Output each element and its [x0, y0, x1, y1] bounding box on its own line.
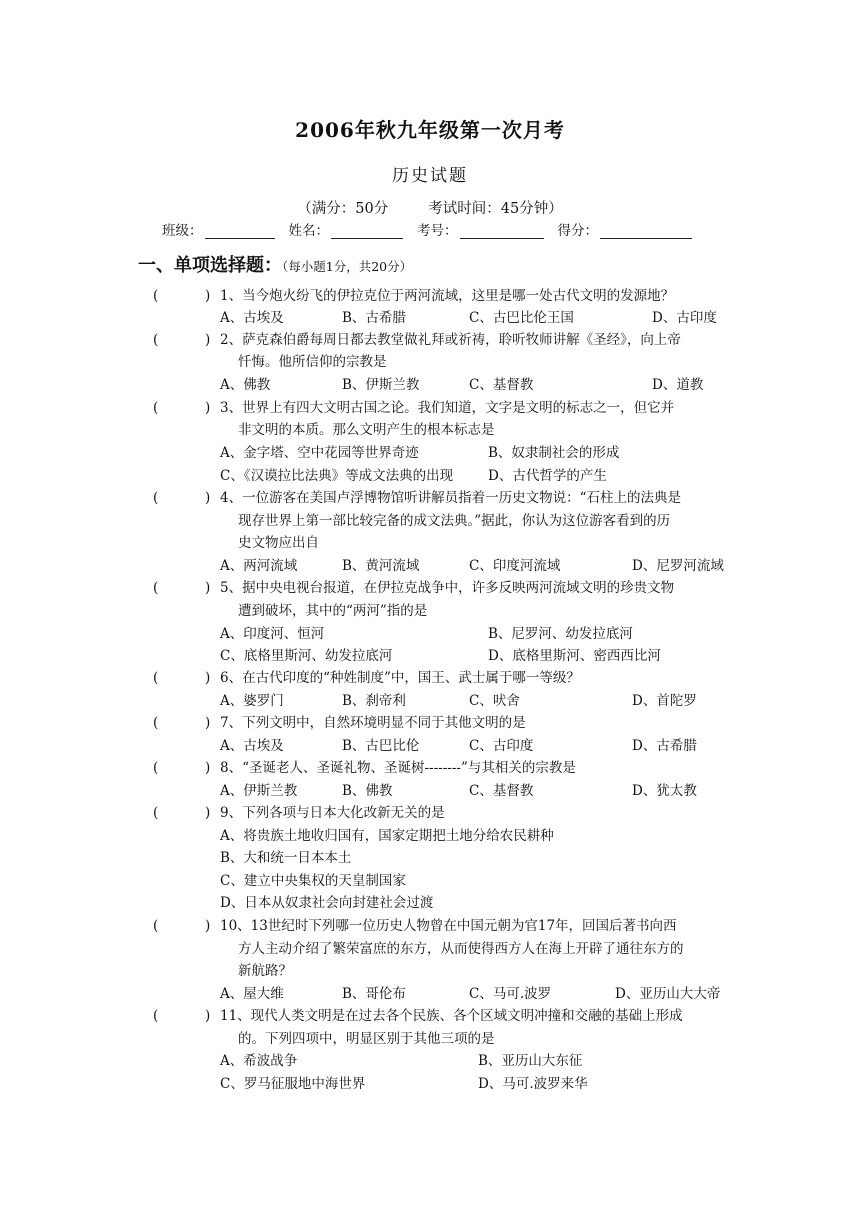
option-b: B、古希腊 [342, 310, 406, 326]
answer-paren-close: ) [205, 715, 211, 731]
answer-paren-close: ) [205, 490, 211, 506]
option-c: C、古巴比伦王国 [469, 310, 574, 326]
answer-paren-close: ) [205, 760, 211, 776]
option-a: A、古埃及 [220, 738, 284, 754]
question-text-cont: 方人主动介绍了繁荣富庶的东方，从而使得西方人在海上开辟了通往东方的 [238, 941, 684, 957]
question-text: 3、世界上有四大文明古国之论。我们知道，文字是文明的标志之一，但它并 [220, 400, 675, 416]
question-text-cont: 新航路？ [238, 963, 292, 979]
option-c: C、吠舍 [469, 693, 520, 709]
class-blank[interactable] [205, 224, 275, 239]
option-b: B、奴隶制社会的形成 [488, 445, 620, 461]
option-a: A、婆罗门 [220, 693, 284, 709]
answer-paren-close: ) [205, 918, 211, 934]
option-d: D、首陀罗 [632, 693, 697, 709]
question-text-cont: 遭到破坏，其中的“两河”指的是 [238, 603, 428, 619]
option-c: C、罗马征服地中海世界 [220, 1076, 366, 1092]
exam-title: 2006年秋九年级第一次月考 [295, 118, 565, 142]
name-blank[interactable] [331, 224, 403, 239]
answer-paren-open: ( [153, 715, 159, 731]
option-a: A、将贵族土地收归国有，国家定期把土地分给农民耕种 [220, 828, 554, 844]
option-b: B、佛教 [342, 783, 393, 799]
question-text: 1、当今炮火纷飞的伊拉克位于两河流域，这里是哪一处古代文明的发源地？ [220, 288, 675, 304]
exam-subtitle: 历史试题 [392, 166, 468, 186]
option-c: C、《汉谟拉比法典》等成文法典的出现 [220, 468, 454, 484]
option-d: D、亚历山大大帝 [615, 986, 721, 1002]
score-blank[interactable] [600, 224, 692, 239]
exam-meta [0, 197, 860, 218]
question-text-cont: 史文物应出自 [238, 535, 319, 551]
full-score: （满分：50分 [297, 201, 389, 217]
option-a: A、金字塔、空中花园等世界奇迹 [220, 445, 419, 461]
option-c: C、建立中央集权的天皇制国家 [220, 873, 406, 889]
option-d: D、尼罗河流域 [632, 558, 724, 574]
answer-paren-open: ( [153, 1008, 159, 1024]
answer-paren-close: ) [205, 670, 211, 686]
option-b: B、刹帝利 [342, 693, 406, 709]
option-a: A、印度河、恒河 [220, 626, 325, 642]
option-b: B、伊斯兰教 [342, 377, 420, 393]
answer-paren-open: ( [153, 760, 159, 776]
option-a: A、佛教 [220, 377, 271, 393]
answer-paren-open: ( [153, 580, 159, 596]
question-text-cont: 的。下列四项中，明显区别于其他三项的是 [238, 1031, 495, 1047]
option-b: B、亚历山大东征 [478, 1053, 583, 1069]
exam-number-field[interactable]: 考号： [417, 219, 544, 239]
answer-paren-close: ) [205, 1008, 211, 1024]
option-b: B、大和统一日本本土 [220, 850, 352, 866]
answer-paren-open: ( [153, 805, 159, 821]
question-text-cont: 非文明的本质。那么文明产生的根本标志是 [238, 422, 495, 438]
question-text-cont: 忏悔。他所信仰的宗教是 [238, 354, 387, 370]
option-a: A、两河流域 [220, 558, 298, 574]
answer-paren-close: ) [205, 332, 211, 348]
option-d: D、日本从奴隶社会向封建社会过渡 [220, 895, 434, 911]
option-a: A、古埃及 [220, 310, 284, 326]
option-b: B、古巴比伦 [342, 738, 420, 754]
answer-paren-open: ( [153, 288, 159, 304]
option-c: C、马可.波罗 [469, 986, 552, 1002]
section-note: （每小题1分，共20分） [282, 259, 413, 274]
question-text-cont: 现存世界上第一部比较完备的成文法典。”据此，你认为这位游客看到的历 [238, 513, 671, 529]
exam-time: 考试时间：45分钟） [428, 201, 563, 217]
class-field[interactable]: 班级： [162, 219, 275, 239]
answer-paren-open: ( [153, 490, 159, 506]
answer-paren-close: ) [205, 288, 211, 304]
option-d: D、底格里斯河、密西西比河 [488, 648, 661, 664]
option-d: D、古印度 [652, 310, 717, 326]
option-c: C、基督教 [469, 377, 534, 393]
question-text: 2、萨克森伯爵每周日都去教堂做礼拜或祈祷，聆听牧师讲解《圣经》，向上帝 [220, 332, 681, 348]
option-d: D、犹太教 [632, 783, 697, 799]
score-field[interactable]: 得分： [558, 219, 693, 239]
option-d: D、道教 [652, 377, 704, 393]
question-text: 11、现代人类文明是在过去各个民族、各个区域文明冲撞和交融的基础上形成 [220, 1008, 683, 1024]
answer-paren-close: ) [205, 805, 211, 821]
answer-paren-open: ( [153, 918, 159, 934]
option-b: B、哥伦布 [342, 986, 406, 1002]
question-text: 6、在古代印度的“种姓制度”中，国王、武士属于哪一等级？ [220, 670, 580, 686]
answer-paren-close: ) [205, 580, 211, 596]
question-text: 10、13世纪时下列哪一位历史人物曾在中国元朝为官17年，回国后著书向西 [220, 918, 677, 934]
answer-paren-open: ( [153, 400, 159, 416]
option-b: B、尼罗河、幼发拉底河 [488, 626, 633, 642]
answer-paren-close: ) [205, 400, 211, 416]
option-d: D、马可.波罗来华 [478, 1076, 588, 1092]
option-a: A、希波战争 [220, 1053, 298, 1069]
question-text: 7、下列文明中，自然环境明显不同于其他文明的是 [220, 715, 526, 731]
student-info-fields [162, 219, 722, 239]
question-text: 8、“圣诞老人、圣诞礼物、圣诞树--------”与其相关的宗教是 [220, 760, 576, 776]
question-text: 5、据中央电视台报道，在伊拉克战争中，许多反映两河流域文明的珍贵文物 [220, 580, 675, 596]
question-text: 4、一位游客在美国卢浮博物馆听讲解员指着一历史文物说：“石柱上的法典是 [220, 490, 681, 506]
answer-paren-open: ( [153, 670, 159, 686]
option-a: A、伊斯兰教 [220, 783, 298, 799]
option-c: C、印度河流域 [469, 558, 561, 574]
name-field[interactable]: 姓名： [289, 219, 404, 239]
answer-paren-open: ( [153, 332, 159, 348]
option-b: B、黄河流域 [342, 558, 420, 574]
option-d: D、古希腊 [632, 738, 697, 754]
option-c: C、底格里斯河、幼发拉底河 [220, 648, 393, 664]
option-a: A、屋大维 [220, 986, 284, 1002]
option-c: C、基督教 [469, 783, 534, 799]
option-c: C、古印度 [469, 738, 534, 754]
exam-number-blank[interactable] [460, 224, 544, 239]
option-d: D、古代哲学的产生 [488, 468, 607, 484]
section-heading: 一、单项选择题：（每小题1分，共20分） [138, 255, 413, 276]
question-text: 9、下列各项与日本大化改新无关的是 [220, 805, 445, 821]
